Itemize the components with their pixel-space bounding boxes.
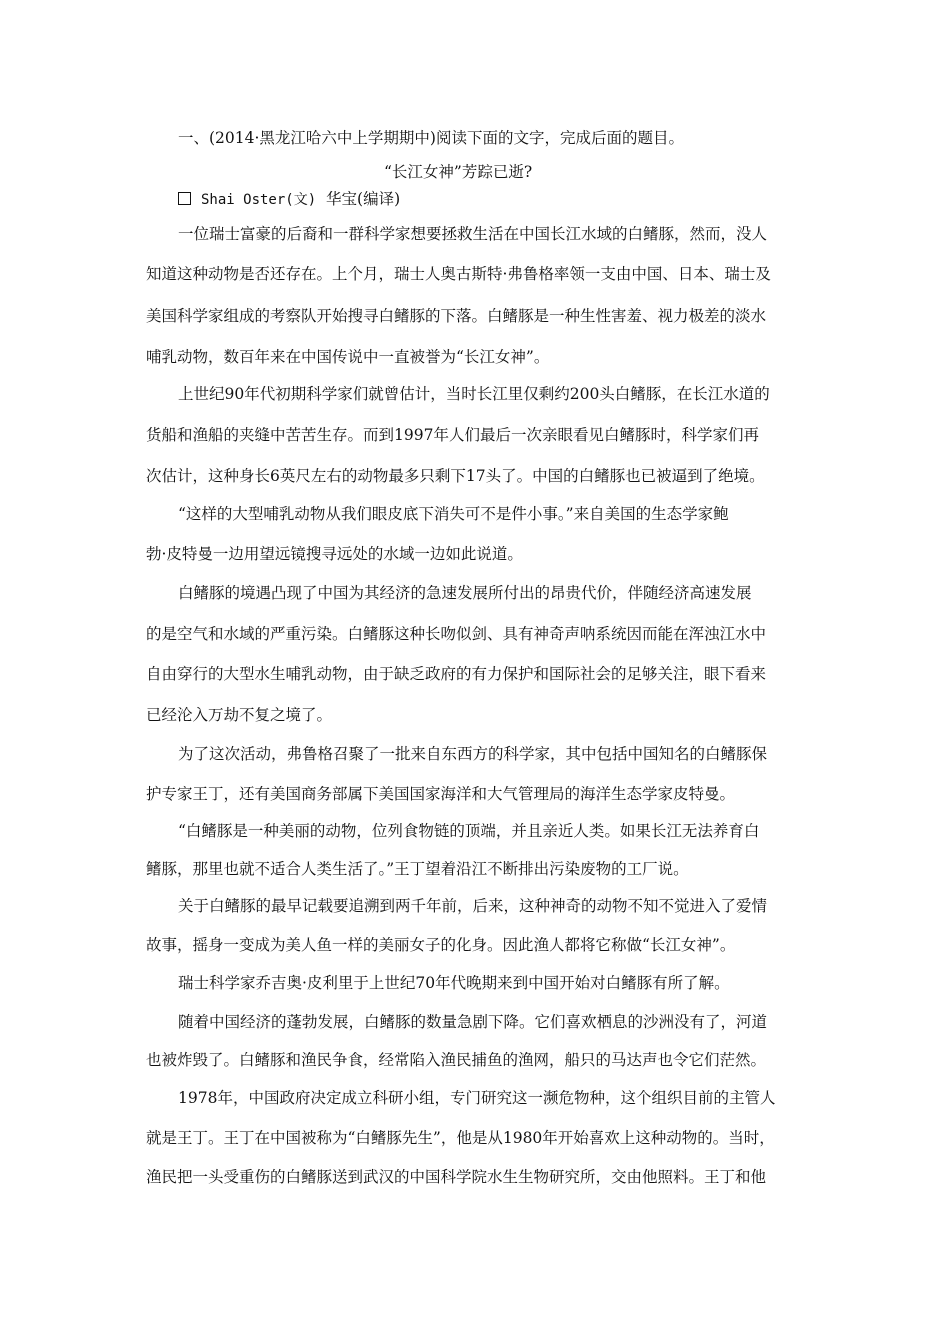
question-header: 一、(2014·黑龙江哈六中上学期期中)阅读下面的文字，完成后面的题目。 <box>178 129 684 147</box>
body-line: 1978年，中国政府决定成立科研小组，专门研究这一濒危物种，这个组织目前的主管人 <box>178 1089 776 1107</box>
body-line: 美国科学家组成的考察队开始搜寻白鳍豚的下落。白鳍豚是一种生性害羞、视力极差的淡水 <box>146 307 767 325</box>
body-line: “这样的大型哺乳动物从我们眼皮底下消失可不是件小事。”来自美国的生态学家鲍 <box>178 505 729 523</box>
article-title: “长江女神”芳踪已逝? <box>384 163 533 181</box>
body-line: 自由穿行的大型水生哺乳动物，由于缺乏政府的有力保护和国际社会的足够关注，眼下看来 <box>146 665 767 683</box>
byline-author: Shai Oster(文) <box>201 192 317 208</box>
article-byline <box>178 189 838 210</box>
body-line: 已经沦入万劫不复之境了。 <box>146 706 333 724</box>
body-line: 故事，摇身一变成为美人鱼一样的美丽女子的化身。因此渔人都将它称做“长江女神”。 <box>146 936 736 954</box>
body-line: 货船和渔船的夹缝中苦苦生存。而到1997年人们最后一次亲眼看见白鳍豚时，科学家们再 <box>146 426 759 444</box>
body-line: 白鳍豚的境遇凸现了中国为其经济的急速发展所付出的昂贵代价，伴随经济高速发展 <box>178 584 752 602</box>
body-line: 次估计，这种身长6英尺左右的动物最多只剩下17头了。中国的白鳍豚也已被逼到了绝境。 <box>146 467 765 485</box>
body-line: 也被炸毁了。白鳍豚和渔民争食，经常陷入渔民捕鱼的渔网，船只的马达声也令它们茫然。 <box>146 1051 767 1069</box>
body-line: 随着中国经济的蓬勃发展，白鳍豚的数量急剧下降。它们喜欢栖息的沙洲没有了，河道 <box>178 1013 768 1031</box>
body-line: 渔民把一头受重伤的白鳍豚送到武汉的中国科学院水生生物研究所，交由他照料。王丁和他 <box>146 1168 767 1186</box>
body-line: 就是王丁。王丁在中国被称为“白鳍豚先生”，他是从1980年开始喜欢上这种动物的。当时， <box>146 1129 775 1147</box>
body-line: 勃·皮特曼一边用望远镜搜寻远处的水域一边如此说道。 <box>146 545 523 563</box>
checkbox-square-icon <box>178 192 191 205</box>
body-line: 哺乳动物，数百年来在中国传说中一直被誉为“长江女神”。 <box>146 348 550 366</box>
byline-translator: 华宝(编译) <box>326 190 401 208</box>
body-line: “白鳍豚是一种美丽的动物，位列食物链的顶端，并且亲近人类。如果长江无法养育白 <box>178 822 760 840</box>
body-line: 鳍豚，那里也就不适合人类生活了。”王丁望着沿江不断排出污染废物的工厂说。 <box>146 860 689 878</box>
body-line: 一位瑞士富豪的后裔和一群科学家想要拯救生活在中国长江水域的白鳍豚，然而，没人 <box>178 225 768 243</box>
body-line: 关于白鳍豚的最早记载要追溯到两千年前，后来，这种神奇的动物不知不觉进入了爱情 <box>178 897 768 915</box>
body-line: 为了这次活动，弗鲁格召聚了一批来自东西方的科学家，其中包括中国知名的白鳍豚保 <box>178 745 768 763</box>
body-line: 的是空气和水域的严重污染。白鳍豚这种长吻似剑、具有神奇声呐系统因而能在浑浊江水中 <box>146 625 767 643</box>
body-line: 瑞士科学家乔吉奥·皮利里于上世纪70年代晚期来到中国开始对白鳍豚有所了解。 <box>178 974 730 992</box>
body-line: 护专家王丁，还有美国商务部属下美国国家海洋和大气管理局的海洋生态学家皮特曼。 <box>146 785 736 803</box>
body-line: 知道这种动物是否还存在。上个月，瑞士人奥古斯特·弗鲁格率领一支由中国、日本、瑞士及 <box>146 265 771 283</box>
body-line: 上世纪90年代初期科学家们就曾估计，当时长江里仅剩约200头白鳍豚，在长江水道的 <box>178 385 770 403</box>
